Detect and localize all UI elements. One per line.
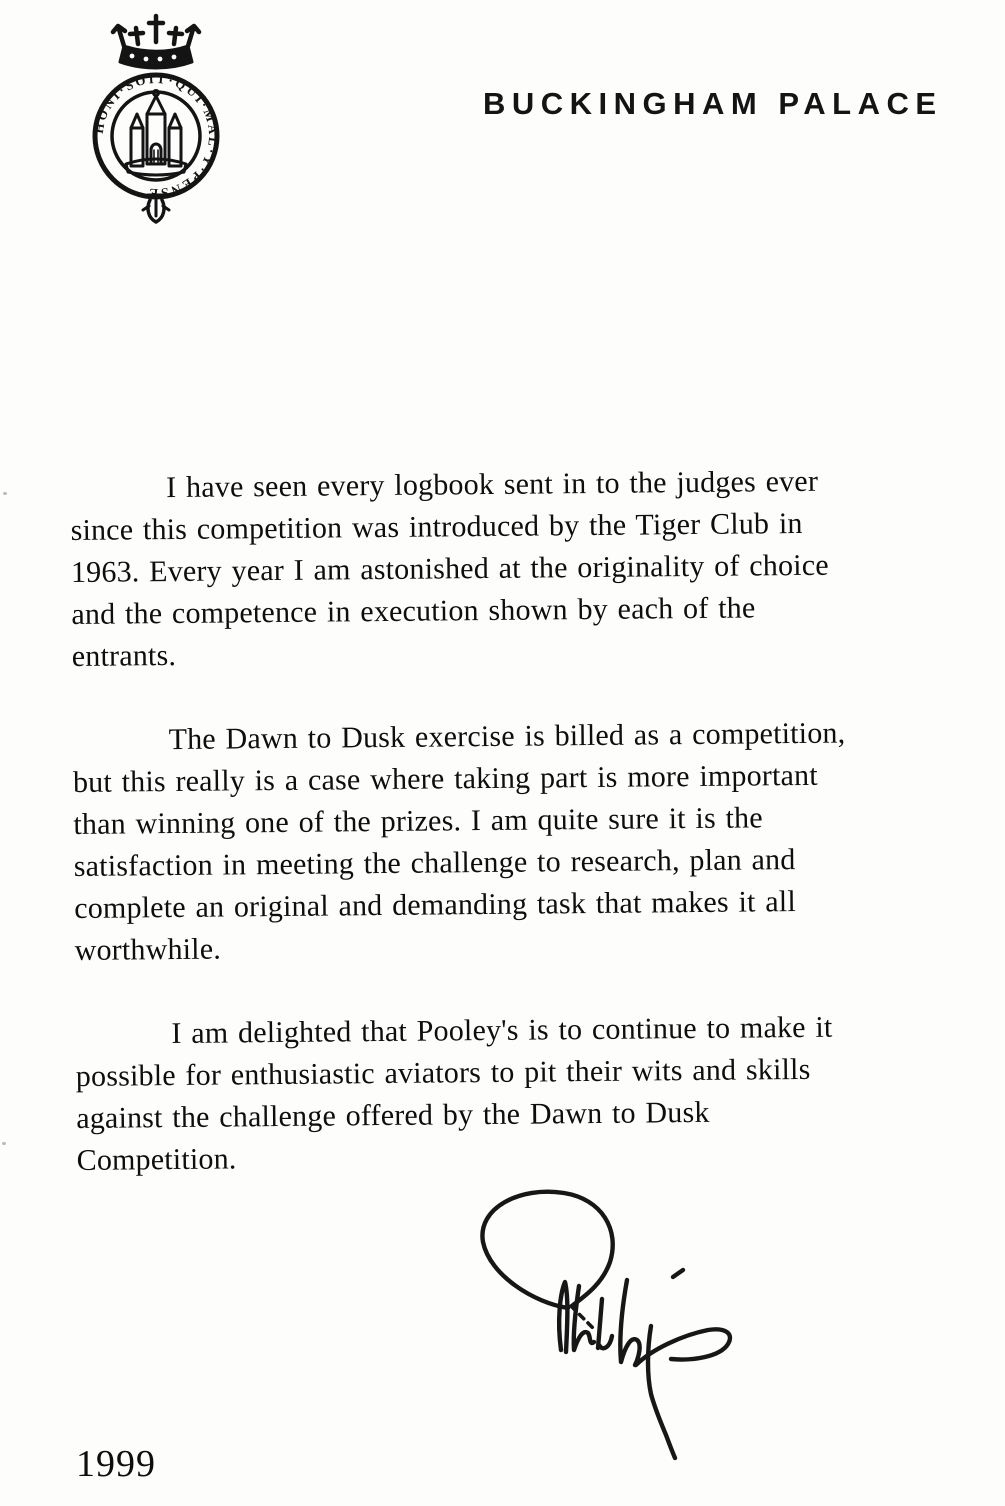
year-label: 1999: [76, 1443, 156, 1485]
paragraph-line: against the challenge offered by the Dawn to Dusk: [76, 1095, 710, 1135]
letter-body: [70, 459, 967, 1224]
paragraph-3: [75, 1005, 967, 1182]
letterhead-title: BUCKINGHAM PALACE: [483, 86, 943, 121]
paragraph-line: The Dawn to Dusk exercise is billed as a competition,: [168, 716, 846, 757]
paragraph-line: Competition.: [76, 1142, 237, 1177]
paragraph-line: complete an original and demanding task that makes it all: [74, 885, 797, 925]
paragraph-line: entrants.: [71, 638, 177, 673]
paragraph-line: but this really is a case where taking part is more important: [72, 758, 818, 799]
paragraph-line: since this competition was introduced by the Tiger Club in: [70, 506, 803, 547]
philip-signature-icon: [440, 1178, 785, 1463]
paragraph-line: than winning one of the prizes. I am quite sure it is the: [73, 801, 763, 841]
scan-speck: [3, 492, 7, 495]
scan-speck: [2, 1142, 6, 1145]
paragraph-line: I have seen every logbook sent in to the judges ever: [166, 464, 819, 505]
paragraph-line: I am delighted that Pooley's is to continue to make it: [171, 1010, 833, 1051]
garter-crest-icon: [70, 4, 242, 224]
paragraph-line: satisfaction in meeting the challenge to research, plan and: [73, 843, 796, 883]
paragraph-line: 1963. Every year I am astonished at the originality of choice: [70, 548, 829, 589]
paragraph-line: and the competence in execution shown by each of the: [71, 591, 756, 631]
paragraph-2: [72, 711, 964, 972]
paragraph-line: worthwhile.: [74, 932, 222, 967]
paragraph-line: possible for enthusiastic aviators to pit their wits and skills: [75, 1052, 811, 1093]
paragraph-1: [70, 459, 962, 678]
garter-motto: HONI·SOIT·QUI·MAL·Y·PENSE: [90, 70, 222, 202]
